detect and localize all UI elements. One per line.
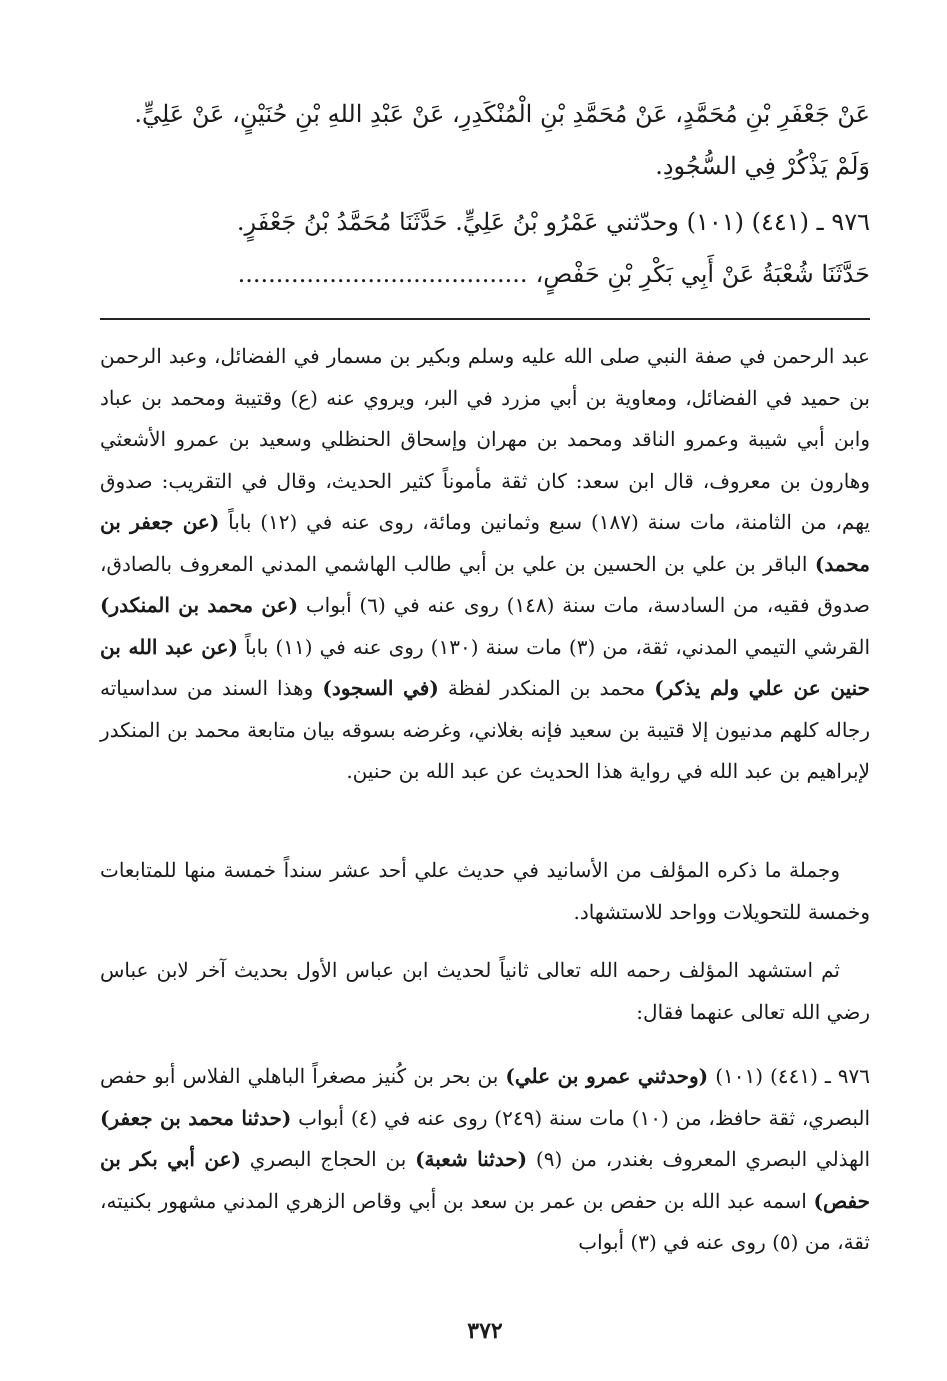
- hadith-976-line-1: ٩٧٦ ـ (٤٤١) (١٠١) وحدّثني عَمْرُو بْنُ عَلِيٍّ. حَدَّثَنَا مُحَمَّدُ بْنُ جَعْفَرٍ.: [236, 208, 870, 236]
- text-run: بن بحر بن كُنيز مصغراً الباهلي الفلاس أبو حفص البصري، ثقة حافظ، من (١٠) مات سنة (٢٤٩) روى عنه في (٤) أبواب: [100, 1064, 871, 1130]
- narrator-name: (وحدثني عمرو بن علي): [505, 1064, 709, 1088]
- commentary-1-text: [100, 336, 870, 793]
- narrator-name: (عن جعفر بن محمد): [100, 510, 871, 576]
- hadith-number: ٩٧٦ ـ (٤٤١) (١٠١): [715, 1064, 871, 1088]
- text-run: محمد بن المنكدر لفظة: [447, 676, 646, 700]
- narrator-name: (عن أبي بكر بن حفص): [100, 1147, 870, 1213]
- hadith-976-matn: [100, 196, 870, 300]
- hadith-976-line-2: [100, 248, 870, 300]
- narrator-name: (عن عبد الله بن حنين عن علي ولم يذكر): [100, 634, 871, 700]
- page-number: ٣٧٢: [467, 1318, 503, 1344]
- text-run: القرشي التيمي المدني، ثقة، من (٣) مات سنة (١٣٠) روى عنه في (١١) باباً: [245, 634, 871, 659]
- hadith-976-line-2-text: حَدَّثَنَا شُعْبَةُ عَنْ أَبِي بَكْرِ بْنِ حَفْصٍ،: [535, 260, 870, 288]
- commentary-2-text: وجملة ما ذكره المؤلف من الأسانيد في حديث علي أحد عشر سنداً خمسة منها للمتابعات وخمسة للتحويلات وواحد للاستشهاد.: [100, 858, 870, 924]
- text-run: عبد الرحمن في صفة النبي صلى الله عليه وسلم وبكير بن مسمار في الفضائل، وعبد الرحمن بن حميد في الفضائل، ومعاوية بن أبي مزرد في البر، ويروي عنه (ع) وقتيبة ومحمد بن عباد وابن أبي شيبة وعمرو الناقد ومحمد بن مهران وإسحاق الحنظلي وسعيد بن عمرو الأشعثي وهارون بن معروف، قال ابن سعد: كان ثقة مأموناً كثير الحديث، وقال في التقريب: صدوق يهم، من الثامنة، مات سنة (١٨٧) سبع وثمانين ومائة، روى عنه في (١٢) باباً: [100, 344, 871, 534]
- hadith-matn-continuation: [100, 88, 870, 192]
- text-run: وهذا السند من سداسياته رجاله كلهم مدنيون إلا قتيبة بن سعيد فإنه بغلاني، وغرضه بسوقه بيان متابعة محمد بن المنكدر لإبراهيم بن عبد الله في رواية هذا الحديث عن عبد الله بن حنين.: [100, 676, 870, 783]
- footnote-divider: [100, 318, 870, 320]
- text-run: الباقر بن علي بن الحسين بن علي بن أبي طالب الهاشمي المدني المعروف بالصادق، صدوق فقيه، من السادسة، مات سنة (١٤٨) روى عنه في (٦) أبواب: [100, 551, 871, 617]
- commentary-3-text: ثم استشهد المؤلف رحمه الله تعالى ثانياً لحديث ابن عباس الأول بحديث آخر لابن عباس رضي الله تعالى عنهما فقال:: [100, 958, 870, 1024]
- commentary-paragraph-2: [100, 850, 870, 933]
- matn-line-2: وَلَمْ يَذْكُرْ فِي السُّجُودِ.: [655, 152, 870, 180]
- text-run: الهذلي البصري المعروف بغندر، من (٩): [535, 1147, 871, 1171]
- commentary-paragraph-4: [100, 1056, 870, 1264]
- narrator-name: (حدثنا محمد بن جعفر): [100, 1105, 292, 1130]
- text-run: اسمه عبد الله بن حفص بن عمر بن سعد بن أبي وقاص الزهري المدني مشهور بكنيته، ثقة، من (٥) روى عنه في (٣) أبواب: [100, 1188, 870, 1254]
- ellipsis-dots: ......................................: [237, 260, 528, 288]
- narrator-name: (حدثنا شعبة): [415, 1147, 528, 1171]
- commentary-4-text: [100, 1056, 870, 1264]
- commentary-paragraph-3: [100, 950, 870, 1033]
- matn-line-1: عَنْ جَعْفَرِ بْنِ مُحَمَّدٍ، عَنْ مُحَمَّدِ بْنِ الْمُنْكَدِرِ، عَنْ عَبْدِ اللهِ بْنِ حُنَيْنٍ، عَنْ عَلِيٍّ.: [134, 100, 870, 128]
- text-run: بن الحجاج البصري: [249, 1147, 407, 1171]
- narrator-name: (في السجود): [322, 676, 439, 700]
- document-page: [100, 80, 870, 1350]
- narrator-name: (عن محمد بن المنكدر): [100, 593, 299, 617]
- commentary-paragraph-1: [100, 336, 870, 793]
